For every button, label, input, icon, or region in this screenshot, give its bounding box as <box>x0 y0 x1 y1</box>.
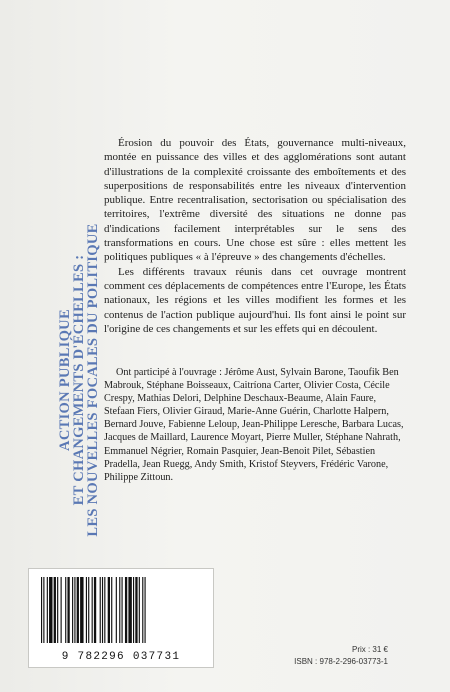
barcode-bar <box>135 577 137 643</box>
barcode <box>28 568 214 668</box>
barcode-bar <box>86 577 87 643</box>
blurb-paragraph-1: Érosion du pouvoir des États, gouvernance multi-niveaux, montée en puissance des villes et des agglomérations sont autant d'illustrations de la complexité croissante des emboîtements et des superpositions de responsabilités entre les niveaux d'intervention publique. Entre recentralisation, sectorisation ou spécialisation des territoires, l'extrême diversité des situations ne donne pas d'indications facilement interprétables sur le sens des transformations en cours. Une chose est sûre : elles mettent les politiques publiques « à l'épreuve » des changements d'échelles. <box>104 137 406 264</box>
barcode-bar <box>47 577 48 643</box>
price: Prix : 31 € <box>351 645 388 654</box>
barcode-bar <box>116 577 117 643</box>
barcode-bar <box>65 577 66 643</box>
barcode-bar <box>139 577 140 643</box>
barcode-bar <box>74 577 75 643</box>
contributors-text: Ont participé à l'ouvrage : Jérôme Aust, Sylvain Barone, Taoufik Ben Mabrouk, Stéphane Boisseaux, Caitríona Carter, Olivier Costa, Cécile Crespy, Mathias Delori, Delphine Deschaux-Beaume, Alain Faure, Stefaan Fiers, Olivier Giraud, Marie-Anne Guérin, Charlotte Halpern, Bernard Jouve, Fabienne Leloup, Jean-Philippe Leresche, Barbara Lucas, Jacques de Maillard, Laurence Moyart, Pierre Muller, Stéphane Nahrath, Emmanuel Négrier, Romain Pasquier, Jean-Benoit Pilet, Sébastien Pradella, Jean Ruegg, Andy Smith, Kristof Steyvers, Frédéric Varone, Philippe Zittoun. <box>104 367 404 483</box>
barcode-bar <box>111 577 112 643</box>
barcode-bar <box>57 577 58 643</box>
barcode-bar <box>94 577 96 643</box>
barcode-bar <box>61 577 62 643</box>
barcode-number: 9 782296 037731 <box>61 651 181 663</box>
barcode-bar <box>80 577 83 643</box>
title-line-2: ET CHANGEMENTS D'ÉCHELLES : <box>71 254 87 506</box>
barcode-bar <box>145 577 146 643</box>
vertical-title <box>58 140 100 620</box>
barcode-bar <box>142 577 143 643</box>
title-line-3: LES NOUVELLES FOCALES DU POLITIQUE <box>85 223 101 537</box>
barcode-bar <box>104 577 105 643</box>
barcode-bar <box>125 577 127 643</box>
barcode-bar <box>102 577 103 643</box>
blurb <box>104 136 406 336</box>
barcode-bar <box>54 577 56 643</box>
barcode-bar <box>67 577 69 643</box>
barcode-bar <box>108 577 110 643</box>
barcode-bar <box>128 577 131 643</box>
title-line-1: ACTION PUBLIQUE <box>57 309 73 451</box>
barcode-bar <box>92 577 93 643</box>
barcode-bars <box>39 577 203 643</box>
barcode-bar <box>88 577 89 643</box>
barcode-bar <box>43 577 44 643</box>
barcode-bar <box>77 577 79 643</box>
barcode-bar <box>119 577 120 643</box>
barcode-bar <box>133 577 134 643</box>
isbn: ISBN : 978-2-296-03773-1 <box>294 657 388 666</box>
blurb-paragraph-2: Les différents travaux réunis dans cet ouvrage montrent comment ces déplacements de compétences entre l'Europe, les États nationaux, les régions et les villes modifient les formes et les contenus de l'action publique aujourd'hui. Ils font ainsi le point sur l'origine de ces changements et sur les effets qui en découlent. <box>104 265 406 335</box>
barcode-bar <box>122 577 123 643</box>
barcode-bar <box>41 577 42 643</box>
barcode-bar <box>72 577 73 643</box>
barcode-bar <box>49 577 52 643</box>
contributors <box>104 366 406 484</box>
barcode-bar <box>100 577 101 643</box>
